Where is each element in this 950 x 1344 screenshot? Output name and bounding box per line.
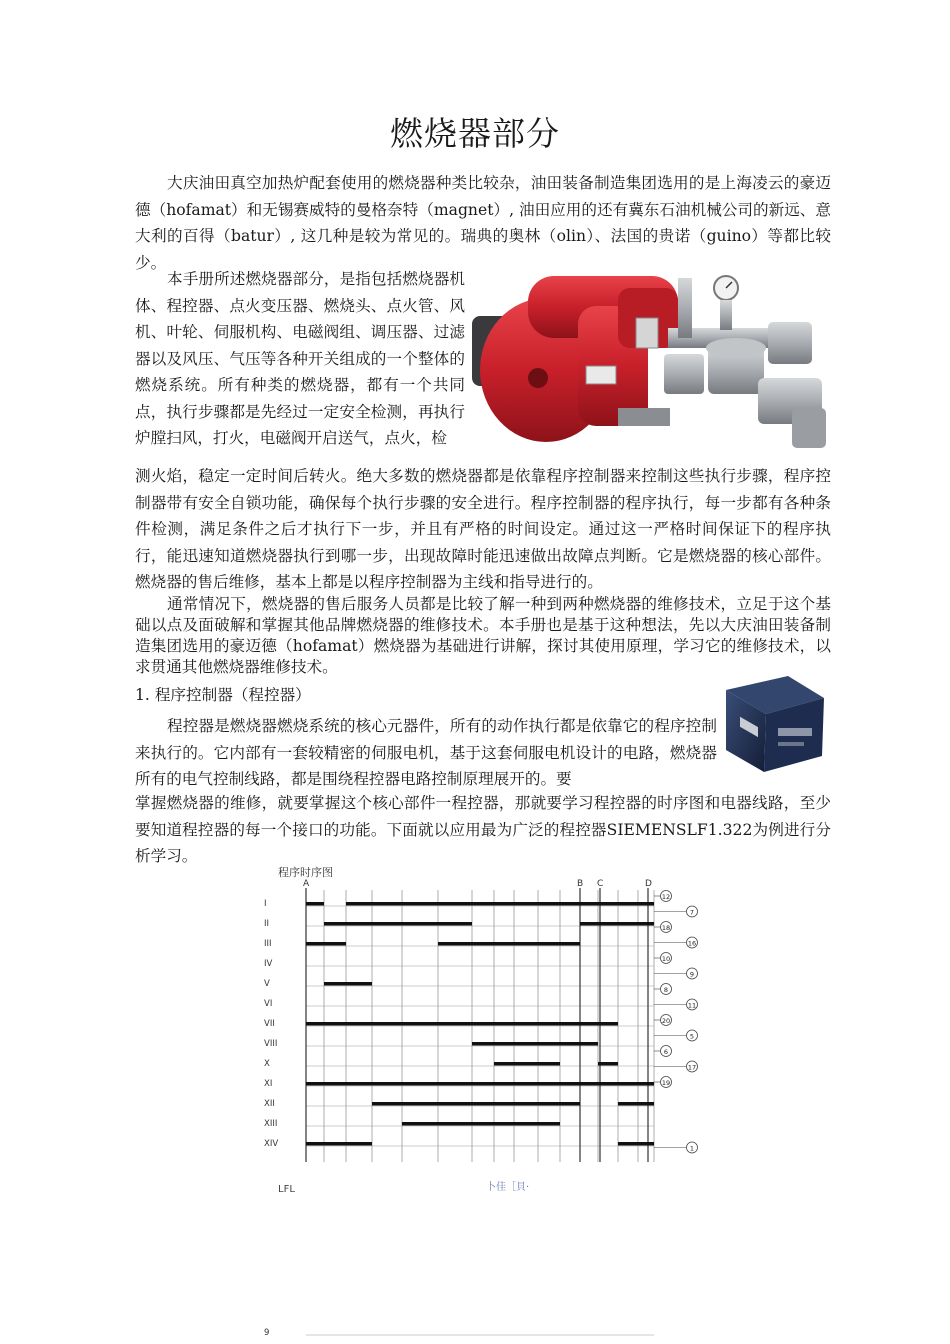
terminal-label: 5 [689,1032,695,1041]
signal-bar [402,1122,560,1126]
terminal-label: 17 [687,1063,697,1072]
terminal-label: 10 [661,954,671,963]
signal-bar [618,1142,654,1146]
paragraph-intro: 大庆油田真空加热炉配套使用的燃烧器种类比较杂，油田装备制造集团选用的是上海凌云的豪迈德（hofamat）和无锡赛威特的曼格奈特（magnet）, 油田应用的还有冀东石油机械公司的新远、意大利的百得（batur）, 这几种是较为常见的。瑞典的奥林（olin）、法国的贵诺（guino）等都比较少。 [135,174,831,272]
signal-bar [472,1042,598,1046]
signal-bar [580,922,654,926]
terminal-label: 1 [689,1144,695,1153]
signal-bar [306,902,324,906]
row-label: XIII [264,1119,278,1129]
paragraph-controller-intro: 测火焰，稳定一定时间后转火。绝大多数的燃烧器都是依靠程序控制器来控制这些执行步骤，程序控制器带有安全自锁功能，确保每个执行步骤的安全进行。程序控制器的程序执行，每一步都有各种条件检测，满足条件之后才执行下一步，并且有严格的时间设定。通过这一严格时间保证下的程序执行，能迅速知道燃烧器执行到哪一步，出现故障时能迅速做出故障点判断。它是燃烧器的核心部件。燃烧器的售后维修，基本上都是以程序控制器为主线和指导进行的。 [135,467,831,591]
row-label: X [264,1059,270,1069]
marker-label: A [303,879,310,889]
row-label: II [264,919,270,929]
row-label: XI [264,1079,273,1089]
terminal-label: 16 [687,939,697,948]
signal-bar [438,942,580,946]
signal-bar [494,1062,560,1066]
row-label: V [264,979,270,989]
terminal-label: 11 [687,1001,697,1010]
timing-diagram [262,862,702,1338]
signal-bar [306,942,346,946]
signal-bar [324,982,372,986]
row-label: 9 [264,1328,270,1338]
terminal-label: 7 [689,908,695,917]
signal-bar [598,1062,618,1066]
signal-bar [306,1022,618,1026]
section-heading: 1. 程序控制器（程控器） [135,686,311,704]
timing-diagram-footer-right: 卜佳［貝· [486,1182,530,1193]
paragraph-controller-study: 掌握燃烧器的维修，就要掌握这个核心部件一程控器，那就要学习程控器的时序图和电器线路，至少要知道程控器的每一个接口的功能。下面就以应用最为广泛的程控器SIEMENSLF1.322为例进行分析学习。 [135,794,831,865]
signal-bar [618,1102,654,1106]
marker-label: D [645,879,652,889]
paragraph-service: 通常情况下，燃烧器的售后服务人员都是比较了解一种到两种燃烧器的维修技术，立足于这个基础以点及面破解和掌握其他品牌燃烧器的维修技术。本手册也是基于这种想法，先以大庆油田装备制造集团选用的豪迈德（hofamat）燃烧器为基础进行讲解，探讨其使用原理，学习它的维修技术，以求贯通其他燃烧器维修技术。 [135,595,831,676]
marker-label: C [597,879,604,889]
terminal-label: 6 [663,1047,669,1056]
signal-bar [306,1082,654,1086]
signal-bar [306,1142,372,1146]
row-label: XIV [264,1139,279,1149]
terminal-label: 12 [661,892,671,901]
marker-label: B [577,879,584,889]
row-label: III [264,939,272,949]
burner-image [468,258,832,470]
row-label: XII [264,1099,275,1109]
program-controller-image [718,668,830,780]
terminal-label: 20 [661,1016,671,1025]
signal-bar [372,1102,580,1106]
timing-diagram-footer-left: LFL [278,1184,295,1195]
page-title: 燃烧器部分 [390,114,560,153]
terminal-label: 19 [661,1078,671,1087]
row-label: IV [264,959,273,969]
signal-bar [324,922,472,926]
row-label: VIII [264,1039,278,1049]
signal-bar [346,902,654,906]
row-label: VII [264,1019,275,1029]
terminal-label: 18 [661,923,671,932]
terminal-label: 9 [689,970,695,979]
row-label: VI [264,999,273,1009]
paragraph-system: 本手册所述燃烧器部分，是指包括燃烧器机体、程控器、点火变压器、燃烧头、点火管、风机、叶轮、伺服机构、电磁阀组、调压器、过滤器以及风压、气压等各种开关组成的一个整体的燃烧系统。所有种类的燃烧器，都有一个共同点，执行步骤都是先经过一定安全检测，再执行炉膛扫风，打火，电磁阀开启送气，点火，检 [135,270,465,447]
terminal-label: 8 [663,985,669,994]
row-label: I [264,899,267,909]
paragraph-controller-core: 程控器是燃烧器燃烧系统的核心元器件，所有的动作执行都是依靠它的程序控制来执行的。它内部有一套较精密的伺服电机，基于这套伺服电机设计的电路，燃烧器所有的电气控制线路，都是围绕程控器电路控制原理展开的。要 [135,717,717,788]
timing-diagram-title: 程序时序图 [278,866,333,879]
